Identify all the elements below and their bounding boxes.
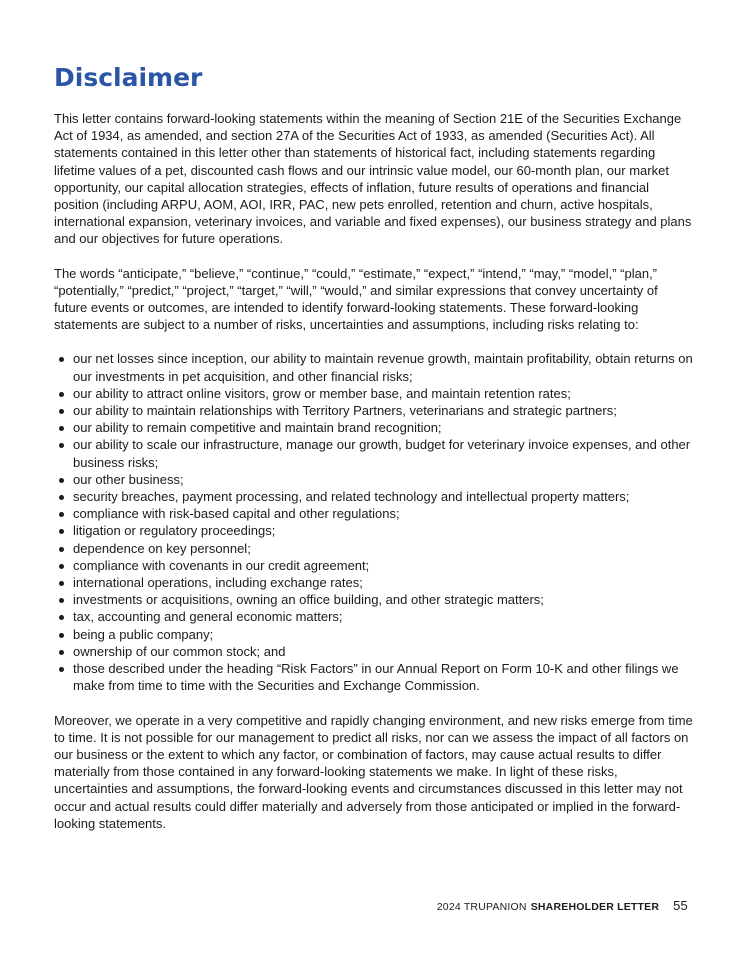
risk-list	[54, 350, 694, 694]
page-title: Disclaimer	[54, 63, 203, 92]
list-item: our ability to scale our infrastructure, manage our growth, budget for veterinary invoice expenses, and other business risks;	[54, 436, 694, 470]
page-number: 55	[673, 898, 688, 913]
footer-document-title: SHAREHOLDER LETTER	[530, 901, 660, 913]
list-item: litigation or regulatory proceedings;	[54, 522, 694, 539]
list-item: security breaches, payment processing, and related technology and intellectual property matters;	[54, 488, 694, 505]
list-item: compliance with risk-based capital and other regulations;	[54, 505, 694, 522]
list-item: our other business;	[54, 471, 694, 488]
list-item: our ability to maintain relationships with Territory Partners, veterinarians and strategic partners;	[54, 402, 694, 419]
list-item: our ability to attract online visitors, grow or member base, and maintain retention rates;	[54, 385, 694, 402]
list-item: dependence on key personnel;	[54, 540, 694, 557]
list-item: compliance with covenants in our credit agreement;	[54, 557, 694, 574]
list-item: ownership of our common stock; and	[54, 643, 694, 660]
page-footer	[437, 898, 688, 913]
list-item: our ability to remain competitive and maintain brand recognition;	[54, 419, 694, 436]
list-item: our net losses since inception, our ability to maintain revenue growth, maintain profitability, obtain returns on our investments in pet acquisition, and other financial risks;	[54, 350, 694, 384]
forward-looking-words-paragraph: The words “anticipate,” “believe,” “continue,” “could,” “estimate,” “expect,” “intend,” “may,” “model,” “plan,” “potentially,” “predict,” “project,” “target,” “will,” “would,” and similar expressions that convey uncertainty of future events or outcomes, are intended to identify forward-looking statements. These forward-looking statements are subject to a number of risks, uncertainties and assumptions, including risks relating to:	[54, 265, 658, 333]
list-item: tax, accounting and general economic matters;	[54, 608, 694, 625]
disclaimer-page	[54, 62, 694, 849]
list-item: those described under the heading “Risk Factors” in our Annual Report on Form 10-K and other filings we make from time to time with the Securities and Exchange Commission.	[54, 660, 694, 694]
list-item: being a public company;	[54, 626, 694, 643]
closing-paragraph: Moreover, we operate in a very competitive and rapidly changing environment, and new risks emerge from time to time. It is not possible for our management to predict all risks, nor can we assess the impact of all factors on our business or the extent to which any factor, or combination of factors, may cause actual results to differ materially from those contained in any forward-looking statements we make. In light of these risks, uncertainties and assumptions, the forward-looking events and circumstances discussed in this letter may not occur and actual results could differ materially and adversely from those anticipated or implied in the forward-looking statements.	[54, 712, 693, 831]
intro-paragraph: This letter contains forward-looking statements within the meaning of Section 21E of the Securities Exchange Act of 1934, as amended, and section 27A of the Securities Act of 1933, as amended (Securities Act). All statements contained in this letter other than statements of historical fact, including statements regarding lifetime values of a pet, discounted cash flows and our intrinsic value model, our 60-month plan, our market opportunity, our capital allocation strategies, effects of inflation, future results of operations and financial position (including ARPU, AOM, AOI, IRR, PAC, new pets enrolled, retention and churn, active hospitals, international expansion, veterinary invoices, and variable and fixed expenses), our business strategy and plans and our objectives for future operations.	[54, 111, 692, 247]
footer-company: 2024 TRUPANION	[436, 901, 527, 913]
list-item: investments or acquisitions, owning an office building, and other strategic matters;	[54, 591, 694, 608]
list-item: international operations, including exchange rates;	[54, 574, 694, 591]
